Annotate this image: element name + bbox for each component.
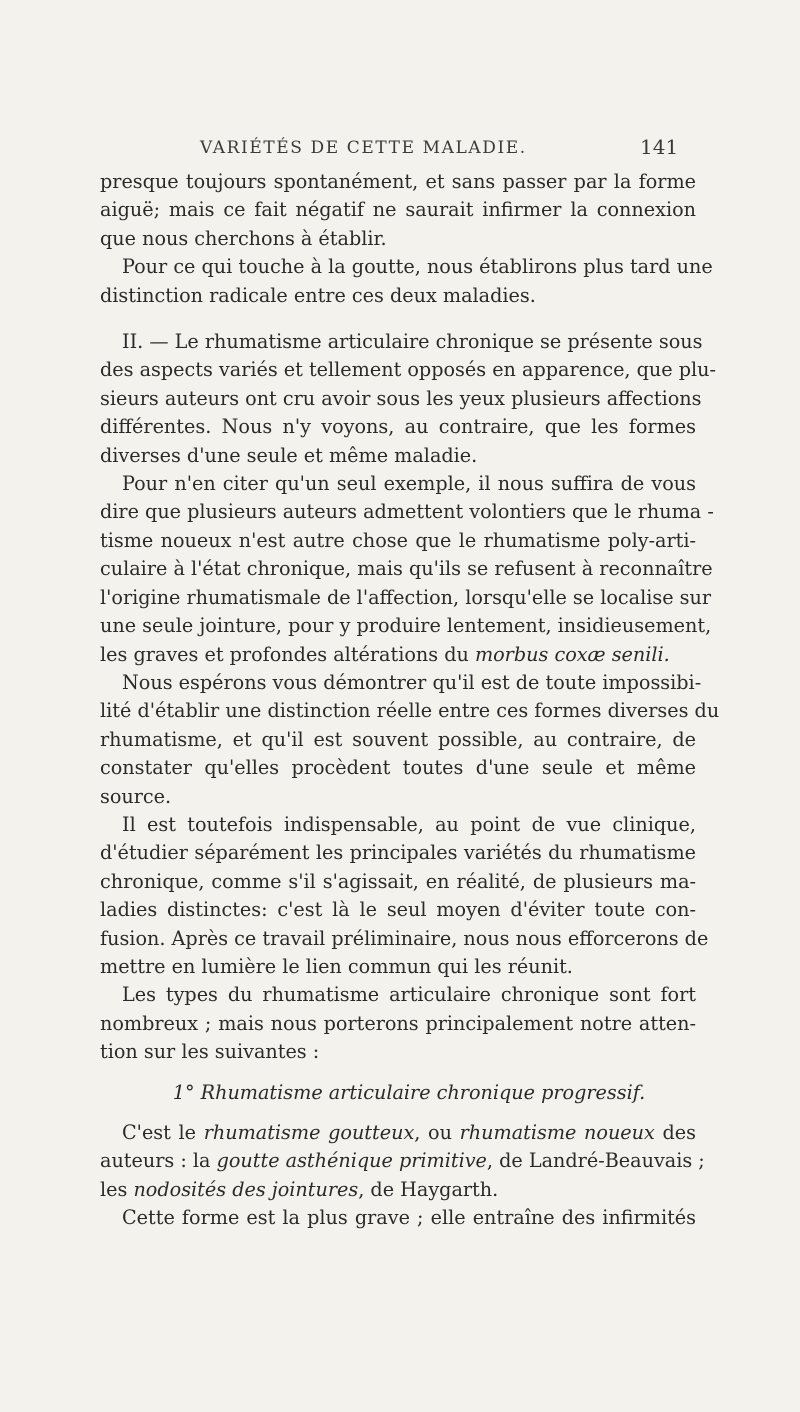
text-line: l'origine rhumatismale de l'affection, lorsqu'elle se localise sur [100, 585, 712, 609]
text-line: Pour ce qui touche à la goutte, nous établirons plus tard une [122, 255, 713, 279]
text-line: nombreux ; mais nous porterons principalement notre atten- [100, 1011, 696, 1035]
text-line: diverses d'une seule et même maladie. [100, 443, 478, 467]
text-line: constater qu'elles procèdent toutes d'une seule et même [100, 756, 696, 780]
text-line: Il est toutefois indispensable, au point de vue clinique, [122, 812, 696, 836]
text-fragment: , ou [414, 1121, 460, 1144]
text-line: aiguë; mais ce fait négatif ne saurait infirmer la connexion [100, 198, 696, 222]
paragraph-gap [100, 310, 696, 328]
section-gap [100, 1067, 696, 1079]
term-italic: rhumatisme noueux [459, 1121, 655, 1144]
subheading-text: 1° Rhumatisme articulaire chronique progressif. [172, 1080, 646, 1104]
text-line [100, 1176, 696, 1204]
text-line: chronique, comme s'il s'agissait, en réalité, de plusieurs ma- [100, 869, 696, 893]
text-line: une seule jointure, pour y produire lentement, insidieusement, [100, 614, 712, 638]
text-line: d'étudier séparément les principales variétés du rhumatisme [100, 841, 696, 865]
text-line: presque toujours spontanément, et sans passer par la forme [100, 170, 696, 193]
page-number: 141 [640, 135, 679, 159]
text-line: tisme noueux n'est autre chose que le rhumatisme poly-arti- [100, 528, 696, 552]
section-gap [100, 1107, 696, 1119]
text-fragment: les [100, 1177, 134, 1201]
term-italic: rhumatisme goutteux [203, 1121, 415, 1144]
page-body [100, 168, 720, 1233]
text-fragment: C'est le [122, 1121, 204, 1144]
latin-term: morbus coxæ senili. [474, 642, 670, 666]
text-line: distinction radicale entre ces deux maladies. [100, 283, 536, 307]
text-fragment: les graves et profondes altérations du [100, 642, 475, 666]
text-line [100, 1147, 705, 1175]
text-line: culaire à l'état chronique, mais qu'ils se refusent à reconnaître [100, 557, 713, 581]
text-line: des aspects variés et tellement opposés en apparence, que plu- [100, 358, 716, 382]
text-fragment: , de Haygarth. [358, 1177, 499, 1201]
text-line: fusion. Après ce travail préliminaire, nous nous efforcerons de [100, 926, 709, 950]
text-line [100, 641, 696, 669]
text-fragment: , de Landré-Beauvais ; [486, 1149, 705, 1173]
text-line: dire que plusieurs auteurs admettent volontiers que le rhuma - [100, 500, 714, 524]
text-line: Les types du rhumatisme articulaire chronique sont fort [122, 983, 696, 1007]
text-line: Pour n'en citer qu'un seul exemple, il nous suffira de vous [122, 472, 696, 496]
text-line: mettre en lumière le lien commun qui les réunit. [100, 954, 573, 978]
text-line [100, 1119, 696, 1147]
section-subheading [100, 1079, 696, 1107]
text-fragment: auteurs : la [100, 1149, 217, 1173]
term-italic: goutte asthénique primitive [216, 1149, 487, 1173]
text-line: que nous cherchons à établir. [100, 226, 387, 250]
text-line: sieurs auteurs ont cru avoir sous les yeux plusieurs affections [100, 386, 702, 410]
text-line: source. [100, 784, 172, 808]
text-line: Cette forme est la plus grave ; elle entraîne des infirmités [122, 1206, 696, 1230]
term-italic: nodosités des jointures [133, 1177, 359, 1201]
text-line: différentes. Nous n'y voyons, au contraire, que les formes [100, 415, 696, 439]
text-line: lité d'établir une distinction réelle entre ces formes diverses du [100, 699, 720, 723]
text-fragment: des [654, 1121, 696, 1144]
text-line: Nous espérons vous démontrer qu'il est de toute impossibi- [122, 670, 702, 694]
text-line: tion sur les suivantes : [100, 1040, 320, 1064]
text-line: II. — Le rhumatisme articulaire chronique se présente sous [122, 330, 703, 354]
text-line: ladies distinctes: c'est là le seul moyen d'éviter toute con- [100, 898, 696, 922]
text-line: rhumatisme, et qu'il est souvent possible, au contraire, de [100, 727, 696, 751]
running-title: VARIÉTÉS DE CETTE MALADIE. [200, 138, 527, 158]
